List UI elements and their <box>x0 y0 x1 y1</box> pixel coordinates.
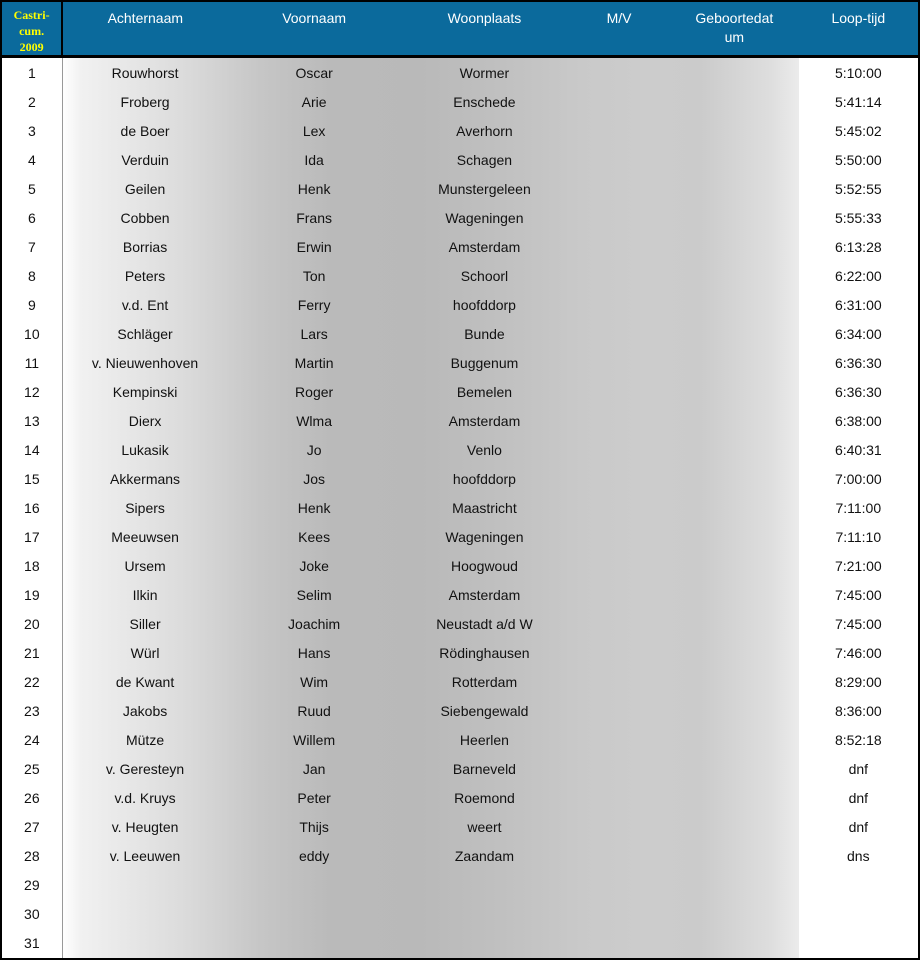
gender-cell <box>568 319 670 348</box>
city-cell <box>401 871 568 900</box>
gender-cell <box>568 610 670 639</box>
city-cell: Hoogwoud <box>450 558 518 575</box>
lastname-cell: v. Geresteyn <box>105 761 185 778</box>
gender-cell <box>568 813 670 842</box>
birthdate-cell <box>670 145 799 174</box>
time-cell: 5:41:14 <box>799 87 919 116</box>
table-row <box>1 552 919 581</box>
rank-cell: 10 <box>1 319 62 348</box>
firstname-cell: Selim <box>296 587 332 604</box>
time-cell: 5:50:00 <box>799 145 919 174</box>
time-cell <box>799 929 919 959</box>
time-cell: 6:40:31 <box>799 435 919 464</box>
rank-cell: 8 <box>1 261 62 290</box>
lastname-cell: v. Heugten <box>111 819 179 836</box>
rank-cell: 11 <box>1 348 62 377</box>
rank-cell: 12 <box>1 377 62 406</box>
lastname-cell: Froberg <box>120 93 170 110</box>
gender-cell <box>568 464 670 493</box>
city-cell: Siebengewald <box>440 703 529 720</box>
table-row <box>1 116 919 145</box>
table-row <box>1 290 919 319</box>
gender-cell <box>568 261 670 290</box>
firstname-cell: Joachim <box>288 616 341 633</box>
table-row <box>1 697 919 726</box>
city-cell: Amsterdam <box>448 587 521 604</box>
lastname-cell: Meeuwsen <box>111 529 179 546</box>
birthdate-cell <box>670 668 799 697</box>
city-cell: Bemelen <box>456 383 513 400</box>
city-cell: Amsterdam <box>448 238 521 255</box>
lastname-cell: Sipers <box>125 499 165 516</box>
firstname-cell: Ruud <box>297 703 331 720</box>
firstname-cell: Roger <box>295 383 334 400</box>
gender-cell <box>568 57 670 88</box>
birthdate-cell <box>670 377 799 406</box>
gender-cell <box>568 581 670 610</box>
city-cell: Maastricht <box>452 499 517 516</box>
gender-cell <box>568 900 670 929</box>
city-cell: Roemond <box>454 790 515 807</box>
time-cell: 6:22:00 <box>799 261 919 290</box>
rank-cell: 31 <box>1 929 62 959</box>
gender-cell <box>568 116 670 145</box>
firstname-cell <box>227 900 400 929</box>
time-cell: 7:45:00 <box>799 610 919 639</box>
table-row <box>1 639 919 668</box>
gender-cell <box>568 726 670 755</box>
time-cell: 6:36:30 <box>799 377 919 406</box>
time-column-header: Loop-tijd <box>799 1 919 57</box>
city-column-header: Woonplaats <box>401 1 568 57</box>
rank-cell: 21 <box>1 639 62 668</box>
birthdate-cell <box>670 232 799 261</box>
lastname-cell: Dierx <box>128 412 162 429</box>
lastname-cell <box>62 900 227 929</box>
birthdate-cell <box>670 174 799 203</box>
firstname-cell: Henk <box>297 499 331 516</box>
gender-cell <box>568 87 670 116</box>
lastname-cell: Siller <box>129 616 161 633</box>
lastname-cell: de Boer <box>120 122 170 139</box>
table-row <box>1 406 919 435</box>
results-body <box>1 57 919 960</box>
city-cell: Averhorn <box>456 122 513 139</box>
birthdate-cell <box>670 726 799 755</box>
gender-cell <box>568 697 670 726</box>
time-cell: dnf <box>799 755 919 784</box>
gender-cell <box>568 290 670 319</box>
table-row <box>1 464 919 493</box>
city-cell <box>401 900 568 929</box>
city-cell: Schagen <box>456 151 513 168</box>
lastname-cell: Akkermans <box>110 470 181 487</box>
firstname-cell <box>227 871 400 900</box>
firstname-cell: Lex <box>302 122 326 139</box>
time-cell: 5:45:02 <box>799 116 919 145</box>
table-row <box>1 435 919 464</box>
gender-cell <box>568 406 670 435</box>
city-cell: Munstergeleen <box>438 180 531 197</box>
birthdate-cell <box>670 435 799 464</box>
birthdate-header-line-1: Geboortedat <box>695 10 774 26</box>
time-cell: 8:36:00 <box>799 697 919 726</box>
time-cell: 8:52:18 <box>799 726 919 755</box>
firstname-cell: Thijs <box>299 819 329 836</box>
lastname-cell: Ilkin <box>132 587 158 604</box>
lastname-cell: Verduin <box>121 151 169 168</box>
time-cell: 7:11:10 <box>799 523 919 552</box>
time-cell: dnf <box>799 813 919 842</box>
header-row <box>1 1 919 57</box>
firstname-cell: Lars <box>300 325 328 342</box>
firstname-cell: Ida <box>304 151 324 168</box>
race-label-line-1: Castri- <box>13 8 50 22</box>
birthdate-cell <box>670 203 799 232</box>
table-row <box>1 493 919 522</box>
lastname-cell <box>62 871 227 900</box>
birthdate-cell <box>670 784 799 813</box>
lastname-cell: Mütze <box>125 732 165 749</box>
firstname-cell: Wlma <box>296 412 332 429</box>
firstname-cell: Jan <box>302 761 326 778</box>
rank-cell: 7 <box>1 232 62 261</box>
gender-column-header: M/V <box>568 1 670 57</box>
city-cell: Barneveld <box>452 761 516 778</box>
rank-cell: 27 <box>1 813 62 842</box>
rank-cell: 15 <box>1 464 62 493</box>
firstname-cell: Oscar <box>295 64 333 81</box>
birthdate-cell <box>670 697 799 726</box>
birthdate-column-header <box>670 1 799 57</box>
city-cell: Enschede <box>453 93 516 110</box>
time-cell: 8:29:00 <box>799 668 919 697</box>
gender-cell <box>568 755 670 784</box>
city-cell: hoofddorp <box>452 470 516 487</box>
firstname-cell: Frans <box>296 209 333 226</box>
gender-cell <box>568 232 670 261</box>
city-cell: Amsterdam <box>448 412 521 429</box>
lastname-cell: Rouwhorst <box>111 64 179 81</box>
race-label-header <box>1 1 62 57</box>
table-row <box>1 755 919 784</box>
time-cell: 6:34:00 <box>799 319 919 348</box>
firstname-cell: Ferry <box>297 296 331 313</box>
firstname-cell: Kees <box>298 529 331 546</box>
firstname-cell: Hans <box>297 645 331 662</box>
birthdate-header-line-2: um <box>724 29 745 45</box>
firstname-cell: eddy <box>298 848 330 865</box>
table-row <box>1 900 919 929</box>
race-label-line-2: cum. <box>19 24 45 38</box>
lastname-cell: v. Nieuwenhoven <box>91 354 199 371</box>
lastname-cell: Lukasik <box>121 441 169 458</box>
city-cell: Neustadt a/d W <box>436 616 533 633</box>
lastname-cell: Cobben <box>120 209 170 226</box>
birthdate-cell <box>670 406 799 435</box>
table-row <box>1 261 919 290</box>
table-row <box>1 348 919 377</box>
rank-cell: 25 <box>1 755 62 784</box>
table-row <box>1 87 919 116</box>
birthdate-cell <box>670 900 799 929</box>
city-cell: Schoorl <box>460 267 509 284</box>
rank-cell: 20 <box>1 610 62 639</box>
time-cell: 5:55:33 <box>799 203 919 232</box>
time-cell: 6:38:00 <box>799 406 919 435</box>
lastname-cell: Kempinski <box>112 383 178 400</box>
city-cell: Wageningen <box>445 209 524 226</box>
rank-cell: 26 <box>1 784 62 813</box>
city-cell: Rödinghausen <box>439 645 530 662</box>
birthdate-cell <box>670 755 799 784</box>
rank-cell: 30 <box>1 900 62 929</box>
birthdate-cell <box>670 552 799 581</box>
rank-cell: 2 <box>1 87 62 116</box>
birthdate-cell <box>670 493 799 522</box>
gender-cell <box>568 784 670 813</box>
time-cell: 7:21:00 <box>799 552 919 581</box>
city-cell: weert <box>467 819 502 836</box>
gender-cell <box>568 348 670 377</box>
gender-cell <box>568 668 670 697</box>
table-row <box>1 377 919 406</box>
birthdate-cell <box>670 87 799 116</box>
table-row <box>1 232 919 261</box>
time-cell: 6:36:30 <box>799 348 919 377</box>
firstname-cell: Wim <box>300 674 329 691</box>
table-row <box>1 726 919 755</box>
birthdate-cell <box>670 871 799 900</box>
birthdate-cell <box>670 929 799 959</box>
lastname-cell: v.d. Kruys <box>114 790 176 807</box>
time-cell: 7:45:00 <box>799 581 919 610</box>
rank-cell: 3 <box>1 116 62 145</box>
firstname-cell: Peter <box>297 790 331 807</box>
firstname-cell: Ton <box>302 267 326 284</box>
gender-cell <box>568 145 670 174</box>
firstname-column-header: Voornaam <box>227 1 400 57</box>
time-cell <box>799 871 919 900</box>
lastname-cell: Geilen <box>124 180 166 197</box>
firstname-cell: Willem <box>293 732 336 749</box>
table-header <box>1 1 919 57</box>
rank-cell: 29 <box>1 871 62 900</box>
rank-cell: 22 <box>1 668 62 697</box>
birthdate-cell <box>670 57 799 88</box>
table-row <box>1 174 919 203</box>
time-cell: 5:10:00 <box>799 57 919 88</box>
time-cell: 7:00:00 <box>799 464 919 493</box>
birthdate-cell <box>670 290 799 319</box>
time-cell: 7:46:00 <box>799 639 919 668</box>
gender-cell <box>568 435 670 464</box>
lastname-cell: Jakobs <box>122 703 168 720</box>
table-row <box>1 610 919 639</box>
rank-cell: 14 <box>1 435 62 464</box>
gender-cell <box>568 203 670 232</box>
city-cell: hoofddorp <box>452 296 516 313</box>
table-row <box>1 813 919 842</box>
lastname-cell: Borrias <box>122 238 168 255</box>
rank-cell: 6 <box>1 203 62 232</box>
city-cell: Wormer <box>459 64 510 81</box>
rank-cell: 13 <box>1 406 62 435</box>
gender-cell <box>568 871 670 900</box>
rank-cell: 23 <box>1 697 62 726</box>
lastname-cell: v.d. Ent <box>121 296 169 313</box>
firstname-cell: Erwin <box>296 238 332 255</box>
table-row <box>1 57 919 88</box>
city-cell: Zaandam <box>454 848 515 865</box>
table-row <box>1 668 919 697</box>
rank-cell: 1 <box>1 57 62 88</box>
gender-cell <box>568 493 670 522</box>
lastname-cell: Ursem <box>124 558 166 575</box>
lastname-cell: Würl <box>130 645 160 662</box>
table-row <box>1 319 919 348</box>
birthdate-cell <box>670 464 799 493</box>
rank-cell: 16 <box>1 493 62 522</box>
rank-cell: 19 <box>1 581 62 610</box>
firstname-cell: Arie <box>301 93 327 110</box>
city-cell: Rotterdam <box>451 674 518 691</box>
city-cell: Wageningen <box>445 529 524 546</box>
birthdate-cell <box>670 348 799 377</box>
time-cell: 7:11:00 <box>799 493 919 522</box>
gender-cell <box>568 523 670 552</box>
gender-cell <box>568 842 670 871</box>
firstname-cell <box>227 929 400 959</box>
rank-cell: 28 <box>1 842 62 871</box>
time-cell: 6:13:28 <box>799 232 919 261</box>
lastname-cell: Peters <box>124 267 166 284</box>
table-row <box>1 784 919 813</box>
lastname-cell: v. Leeuwen <box>109 848 181 865</box>
birthdate-cell <box>670 610 799 639</box>
birthdate-cell <box>670 842 799 871</box>
lastname-cell: Schläger <box>117 325 173 342</box>
rank-cell: 17 <box>1 523 62 552</box>
rank-cell: 9 <box>1 290 62 319</box>
birthdate-cell <box>670 639 799 668</box>
gender-cell <box>568 552 670 581</box>
lastname-cell <box>62 929 227 959</box>
firstname-cell: Jo <box>306 441 322 458</box>
table-row <box>1 523 919 552</box>
time-cell: dnf <box>799 784 919 813</box>
table-row <box>1 203 919 232</box>
rank-cell: 18 <box>1 552 62 581</box>
gender-cell <box>568 929 670 959</box>
lastname-cell: de Kwant <box>115 674 175 691</box>
table-row <box>1 842 919 871</box>
table-row <box>1 581 919 610</box>
time-cell: 6:31:00 <box>799 290 919 319</box>
birthdate-cell <box>670 261 799 290</box>
rank-cell: 5 <box>1 174 62 203</box>
city-cell: Heerlen <box>459 732 509 749</box>
birthdate-cell <box>670 813 799 842</box>
firstname-cell: Martin <box>294 354 334 371</box>
time-cell: 5:52:55 <box>799 174 919 203</box>
time-cell <box>799 900 919 929</box>
table-row <box>1 929 919 959</box>
rank-cell: 4 <box>1 145 62 174</box>
firstname-cell: Joke <box>299 558 329 575</box>
gender-cell <box>568 377 670 406</box>
birthdate-cell <box>670 523 799 552</box>
birthdate-cell <box>670 116 799 145</box>
birthdate-cell <box>670 581 799 610</box>
gender-cell <box>568 174 670 203</box>
firstname-cell: Jos <box>303 470 326 487</box>
birthdate-cell <box>670 319 799 348</box>
race-label-line-3: 2009 <box>19 40 44 54</box>
gender-cell <box>568 639 670 668</box>
city-cell: Buggenum <box>450 354 519 371</box>
lastname-column-header: Achternaam <box>62 1 227 57</box>
city-cell <box>401 929 568 959</box>
city-cell: Venlo <box>466 441 502 458</box>
city-cell: Bunde <box>464 325 505 342</box>
rank-cell: 24 <box>1 726 62 755</box>
table-row <box>1 871 919 900</box>
firstname-cell: Henk <box>297 180 331 197</box>
table-row <box>1 145 919 174</box>
time-cell: dns <box>799 842 919 871</box>
